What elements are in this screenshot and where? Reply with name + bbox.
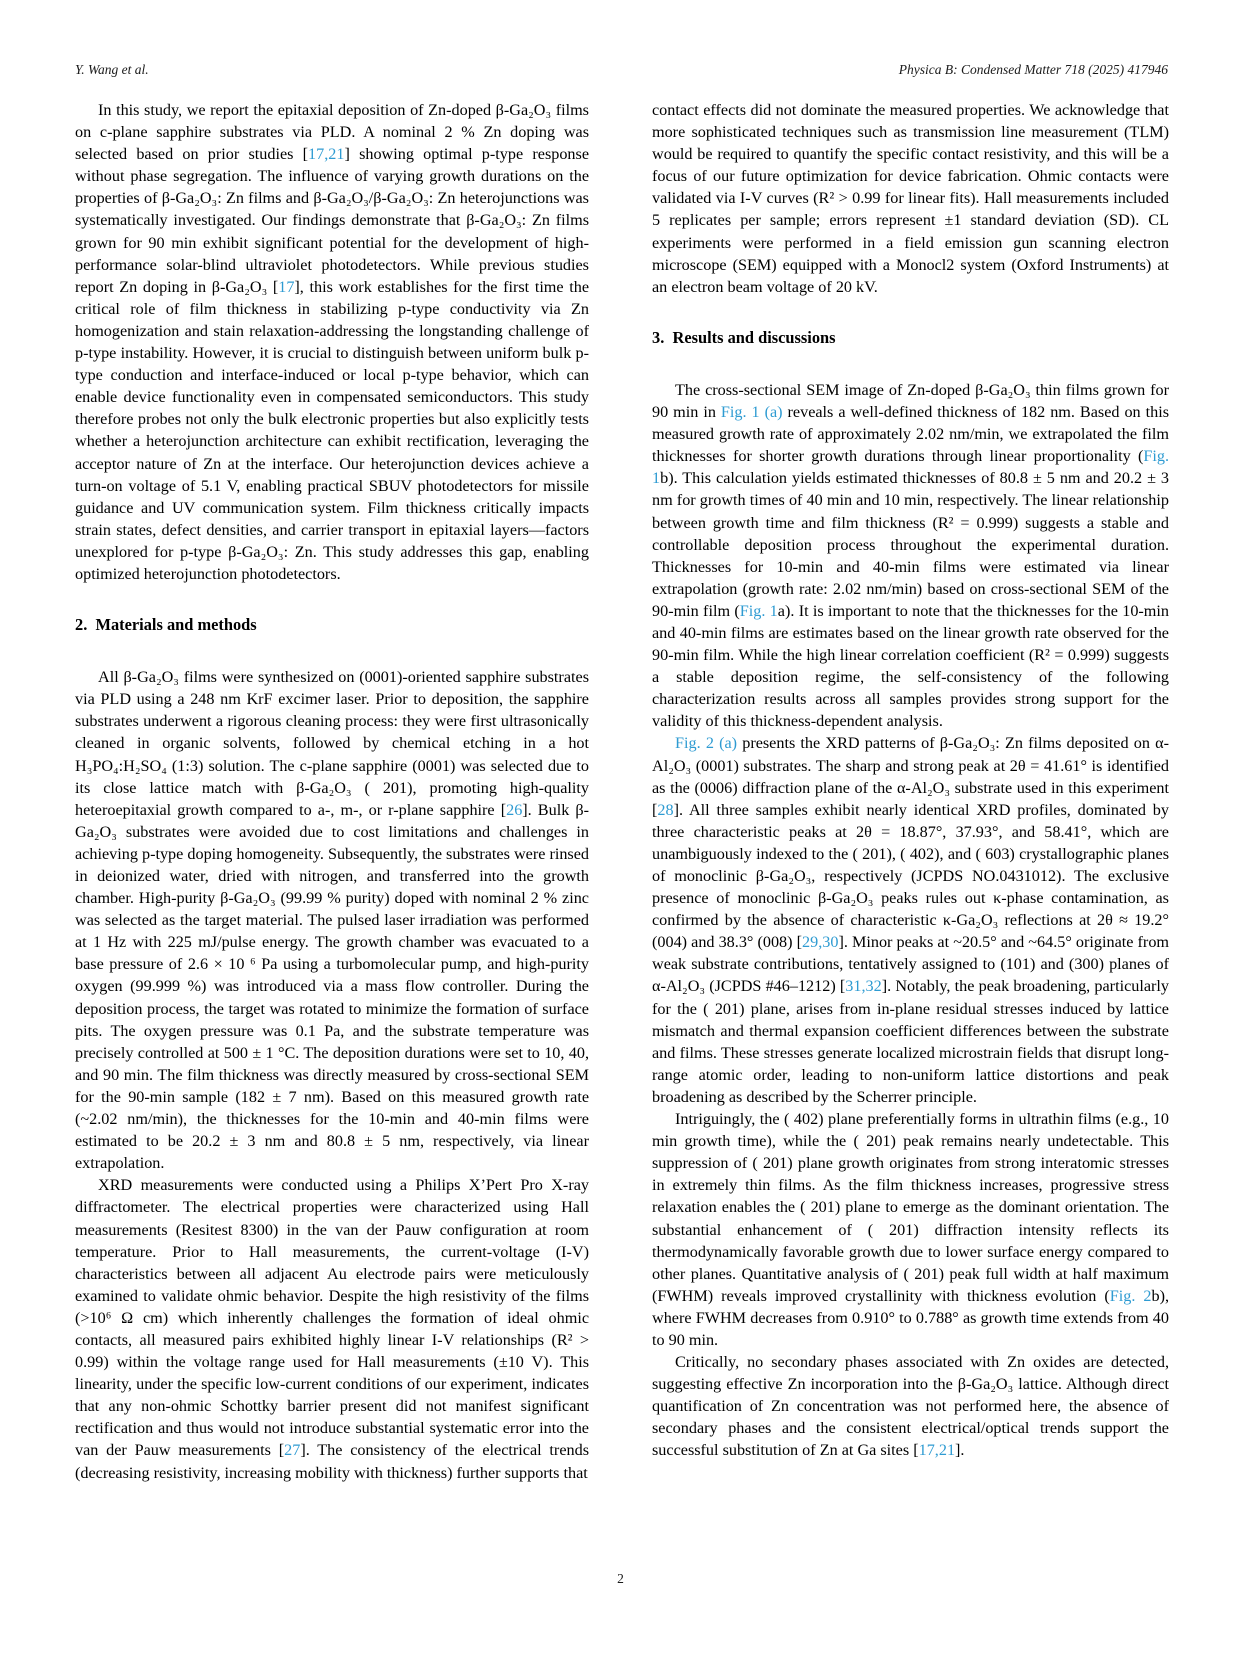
text-run: XRD measurements were conducted using a Philips X’Pert Pro X-ray diffractometer. The electrical properties were characterized using Hall measurements (Resitest 8300) in the van der Pauw configuration at room temperature. Prior to Hall measurements, the current-voltage (I-V) characteristics between all adjacent Au electrode pairs were meticulously examined to validate ohmic behavior. Despite the high resistivity of the films (>10⁶ Ω cm) which inherently challenges the formation of ideal ohmic contacts, all measured pairs exhibited highly linear I-V relationships (R² > 0.99) within the voltage range used for Hall measurements (±10 V). This linearity, under the specific low-current conditions of our experiment, indicates that any non-ohmic Schottky barrier present did not manifest significant rectification and thus would not introduce substantial systematic error into the van der Pauw measurements [ <box>75 1176 589 1460</box>
paragraph <box>652 99 1169 298</box>
text-run: ]. All three samples exhibit nearly identical XRD profiles, dominated by three characteristic peaks at 2θ = 18.87°, 37.93°, and 58.41°, which are unambiguously indexed to the ( 201), ( 402), and ( 603) crystallographic planes of monoclinic β-Ga₂O₃, respectively (JCPDS NO.0431012). The exclusive presence of monoclinic β-Ga₂O₃ peaks rules out κ-phase contamination, as confirmed by the absence of characteristic κ-Ga₂O₃ reflections at 2θ ≈ 19.2° (004) and 38.3° (008) [ <box>652 800 1169 952</box>
text-run: b), where FWHM decreases from 0.910° to 0.788° as growth time extends from 40 to 90 min. <box>652 1286 1169 1349</box>
citation-link[interactable]: Fig. 1 <box>652 447 1169 488</box>
text-run: ]. The consistency of the electrical trends (decreasing resistivity, increasing mobility with thickness) further supports that <box>75 1441 589 1482</box>
citation-link[interactable]: 29,30 <box>802 933 839 952</box>
text-run: ], this work establishes for the first time the critical role of film thickness in stabilizing p-type conductivity via Zn homogenization and stain relaxation-addressing the longstanding challenge of p-type instability. However, it is crucial to distinguish between uniform bulk p-type conduction and interface-induced or local p-type behavior, which can enable device functionality even in compensated semiconductors. This study therefore probes not only the bulk electronic properties but also explicitly tests whether a heterojunction architecture can exhibit rectification, leveraging the acceptor nature of Zn at the interface. Our heterojunction devices achieve a turn-on voltage of 5.1 V, enabling practical SBUV photodetectors for missile guidance and UV communication system. Film thickness critically impacts strain states, defect densities, and carrier transport in epitaxial layers—factors unexplored for p-type β-Ga₂O₃: Zn. This study addresses this gap, enabling optimized heterojunction photodetectors. <box>75 277 589 583</box>
citation-link[interactable]: 27 <box>284 1441 301 1460</box>
section-heading <box>652 327 1169 349</box>
citation-link[interactable]: 17 <box>278 277 295 296</box>
text-run: Intriguingly, the ( 402) plane preferentially forms in ultrathin films (e.g., 10 min growth time), while the ( 201) peak remains nearly undetectable. This suppression of ( 201) plane growth originates from strong interatomic stresses in extremely thin films. As the film thickness increases, progressive stress relaxation enables the ( 201) plane to emerge as the dominant orientation. The substantial enhancement of ( 201) diffraction intensity reflects its thermodynamically favorable growth due to lower surface energy compared to other planes. Quantitative analysis of ( 201) peak full width at half maximum (FWHM) reveals improved crystallinity with thickness evolution ( <box>652 1110 1169 1305</box>
text-run: All β-Ga₂O₃ films were synthesized on (0001)-oriented sapphire substrates via PLD using a 248 nm KrF excimer laser. Prior to deposition, the sapphire substrates underwent a rigorous cleaning process: they were first ultrasonically cleaned in organic solvents, followed by chemical etching in a hot H₃PO₄:H₂SO₄ (1:3) solution. The c-plane sapphire (0001) was selected due to its close lattice match with β-Ga₂O₃ ( 201), promoting high-quality heteroepitaxial growth compared to a-, m-, or r-plane sapphire [ <box>75 668 589 819</box>
paragraph <box>75 1174 589 1483</box>
citation-link[interactable]: Fig. 2 <box>1109 1286 1152 1305</box>
citation-link[interactable]: Fig. 1 (a) <box>720 403 783 422</box>
text-run: 3. Results and discussions <box>652 327 836 347</box>
citation-link[interactable]: 26 <box>506 800 523 819</box>
citation-link[interactable]: 28 <box>657 800 674 819</box>
left-column <box>75 99 589 1484</box>
right-column <box>652 99 1169 1462</box>
citation-link[interactable]: Fig. 2 (a) <box>675 734 738 753</box>
running-header <box>75 62 1168 78</box>
citation-link[interactable]: 17,21 <box>308 145 345 164</box>
paragraph <box>652 379 1169 733</box>
running-header-journal: Physica B: Condensed Matter 718 (2025) 417946 <box>898 62 1168 77</box>
text-run: contact effects did not dominate the measured properties. We acknowledge that more sophisticated techniques such as transmission line measurement (TLM) would be required to quantify the specific contact resistivity, and this will be a focus of our future optimization for device fabrication. Ohmic contacts were validated via I-V curves (R² > 0.99 for linear fits). Hall measurements included 5 replicates per sample; errors represent ±1 standard deviation (SD). CL experiments were performed in a field emission gun scanning electron microscope (SEM) equipped with a Monocl2 system (Oxford Instruments) at an electron beam voltage of 20 kV. <box>652 101 1169 296</box>
text-run: ] showing optimal p-type response without phase segregation. The influence of varying growth durations on the properties of β-Ga₂O₃: Zn films and β-Ga₂O₃/β-Ga₂O₃: Zn heterojunctions was systematically investigated. Our findings demonstrate that β-Ga₂O₃: Zn films grown for 90 min exhibit significant potential for the development of high-performance solar-blind ultraviolet photodetectors. While previous studies report Zn doping in β-Ga₂O₃ [ <box>75 145 590 296</box>
citation-link[interactable]: 31,32 <box>845 977 882 996</box>
paragraph <box>75 666 589 1174</box>
text-run: ]. Notably, the peak broadening, particularly for the ( 201) plane, arises from in-plane residual stresses induced by lattice mismatch and thermal expansion coefficient differences between the substrate and films. These stresses generate localized microstrain fields that disrupt long-range atomic order, leading to non-uniform lattice distortions and peak broadening as described by the Scherrer principle. <box>652 977 1170 1106</box>
text-run: ]. <box>955 1441 965 1460</box>
text-run: The cross-sectional SEM image of Zn-doped β-Ga₂O₃ thin films grown for 90 min in <box>652 380 1169 422</box>
text-run: In this study, we report the epitaxial deposition of Zn-doped β-Ga₂O₃ films on c-plane sapphire substrates via PLD. A nominal 2 % Zn doping was selected based on prior studies [ <box>75 101 589 164</box>
paragraph <box>652 1351 1169 1461</box>
text-run: a). It is important to note that the thicknesses for the 10-min and 40-min films are estimates based on the linear growth rate observed for the 90-min film. While the high linear correlation coefficient (R² = 0.999) suggests a stable deposition regime, the self-consistency of the following characterization results across all samples provides strong support for the validity of this thickness-dependent analysis. <box>652 601 1169 731</box>
text-run: presents the XRD patterns of β-Ga₂O₃: Zn films deposited on α-Al₂O₃ (0001) substrates. The sharp and strong peak at 2θ = 41.61° is identified as the (0006) diffraction plane of the α-Al₂O₃ substrate used in this experiment [ <box>652 734 1169 819</box>
text-run: b). This calculation yields estimated thicknesses of 80.8 ± 5 nm and 20.2 ± 3 nm for growth times of 40 min and 10 min, respectively. The linear relationship between growth time and film thickness (R² = 0.999) suggests a stable and controllable deposition process throughout the experimental duration. Thicknesses for 10-min and 40-min films were estimated via linear extrapolation (growth rate: 2.02 nm/min) based on cross-sectional SEM of the 90-min film ( <box>652 469 1169 620</box>
citation-link[interactable]: 17,21 <box>918 1441 956 1460</box>
citation-link[interactable]: Fig. 1 <box>739 601 778 620</box>
text-run: reveals a well-defined thickness of 182 nm. Based on this measured growth rate of approximately 2.02 nm/min, we extrapolated the film thicknesses for shorter growth durations through linear proportionality ( <box>652 403 1169 466</box>
paragraph <box>75 99 589 585</box>
paragraph <box>652 732 1169 1108</box>
text-run: Critically, no secondary phases associated with Zn oxides are detected, suggesting effective Zn incorporation into the β-Ga₂O₃ lattice. Although direct quantification of Zn concentration was not performed here, the absence of secondary phases and the consistent electrical/optical trends support the successful substitution of Zn at Ga sites [ <box>652 1353 1169 1460</box>
text-run: ]. Bulk β-Ga₂O₃ substrates were avoided due to cost limitations and challenges in achieving p-type doping homogeneity. Subsequently, the substrates were rinsed in deionized water, dried with nitrogen, and transferred into the growth chamber. High-purity β-Ga₂O₃ (99.99 % purity) doped with nominal 2 % zinc was selected as the target material. The pulsed laser irradiation was performed at 1 Hz with 225 mJ/pulse energy. The growth chamber was evacuated to a base pressure of 2.6 × 10 ⁶ Pa using a turbomolecular pump, and high-purity oxygen (99.999 %) was introduced via a mass flow controller. During the deposition process, the target was rotated to minimize the formation of surface pits. The oxygen pressure was 0.1 Pa, and the substrate temperature was precisely controlled at 500 ± 1 °C. The deposition durations were set to 10, 40, and 90 min. The film thickness was directly measured by cross-sectional SEM for the 90-min sample (182 ± 7 nm). Based on this measured growth rate (~2.02 nm/min), the thicknesses for the 10-min and 40-min films were estimated to be 20.2 ± 3 nm and 80.8 ± 5 nm, respectively, via linear extrapolation. <box>75 800 589 1173</box>
running-header-author: Y. Wang et al. <box>75 62 149 77</box>
text-run: ]. Minor peaks at ~20.5° and ~64.5° originate from weak substrate contributions, tentatively assigned to (101) and (300) planes of α-Al₂O₃ (JCPDS #46–1212) [ <box>652 933 1169 996</box>
section-heading <box>75 614 589 636</box>
text-run: 2. Materials and methods <box>75 615 257 635</box>
paragraph <box>652 1108 1169 1351</box>
page-number: 2 <box>617 1571 624 1586</box>
